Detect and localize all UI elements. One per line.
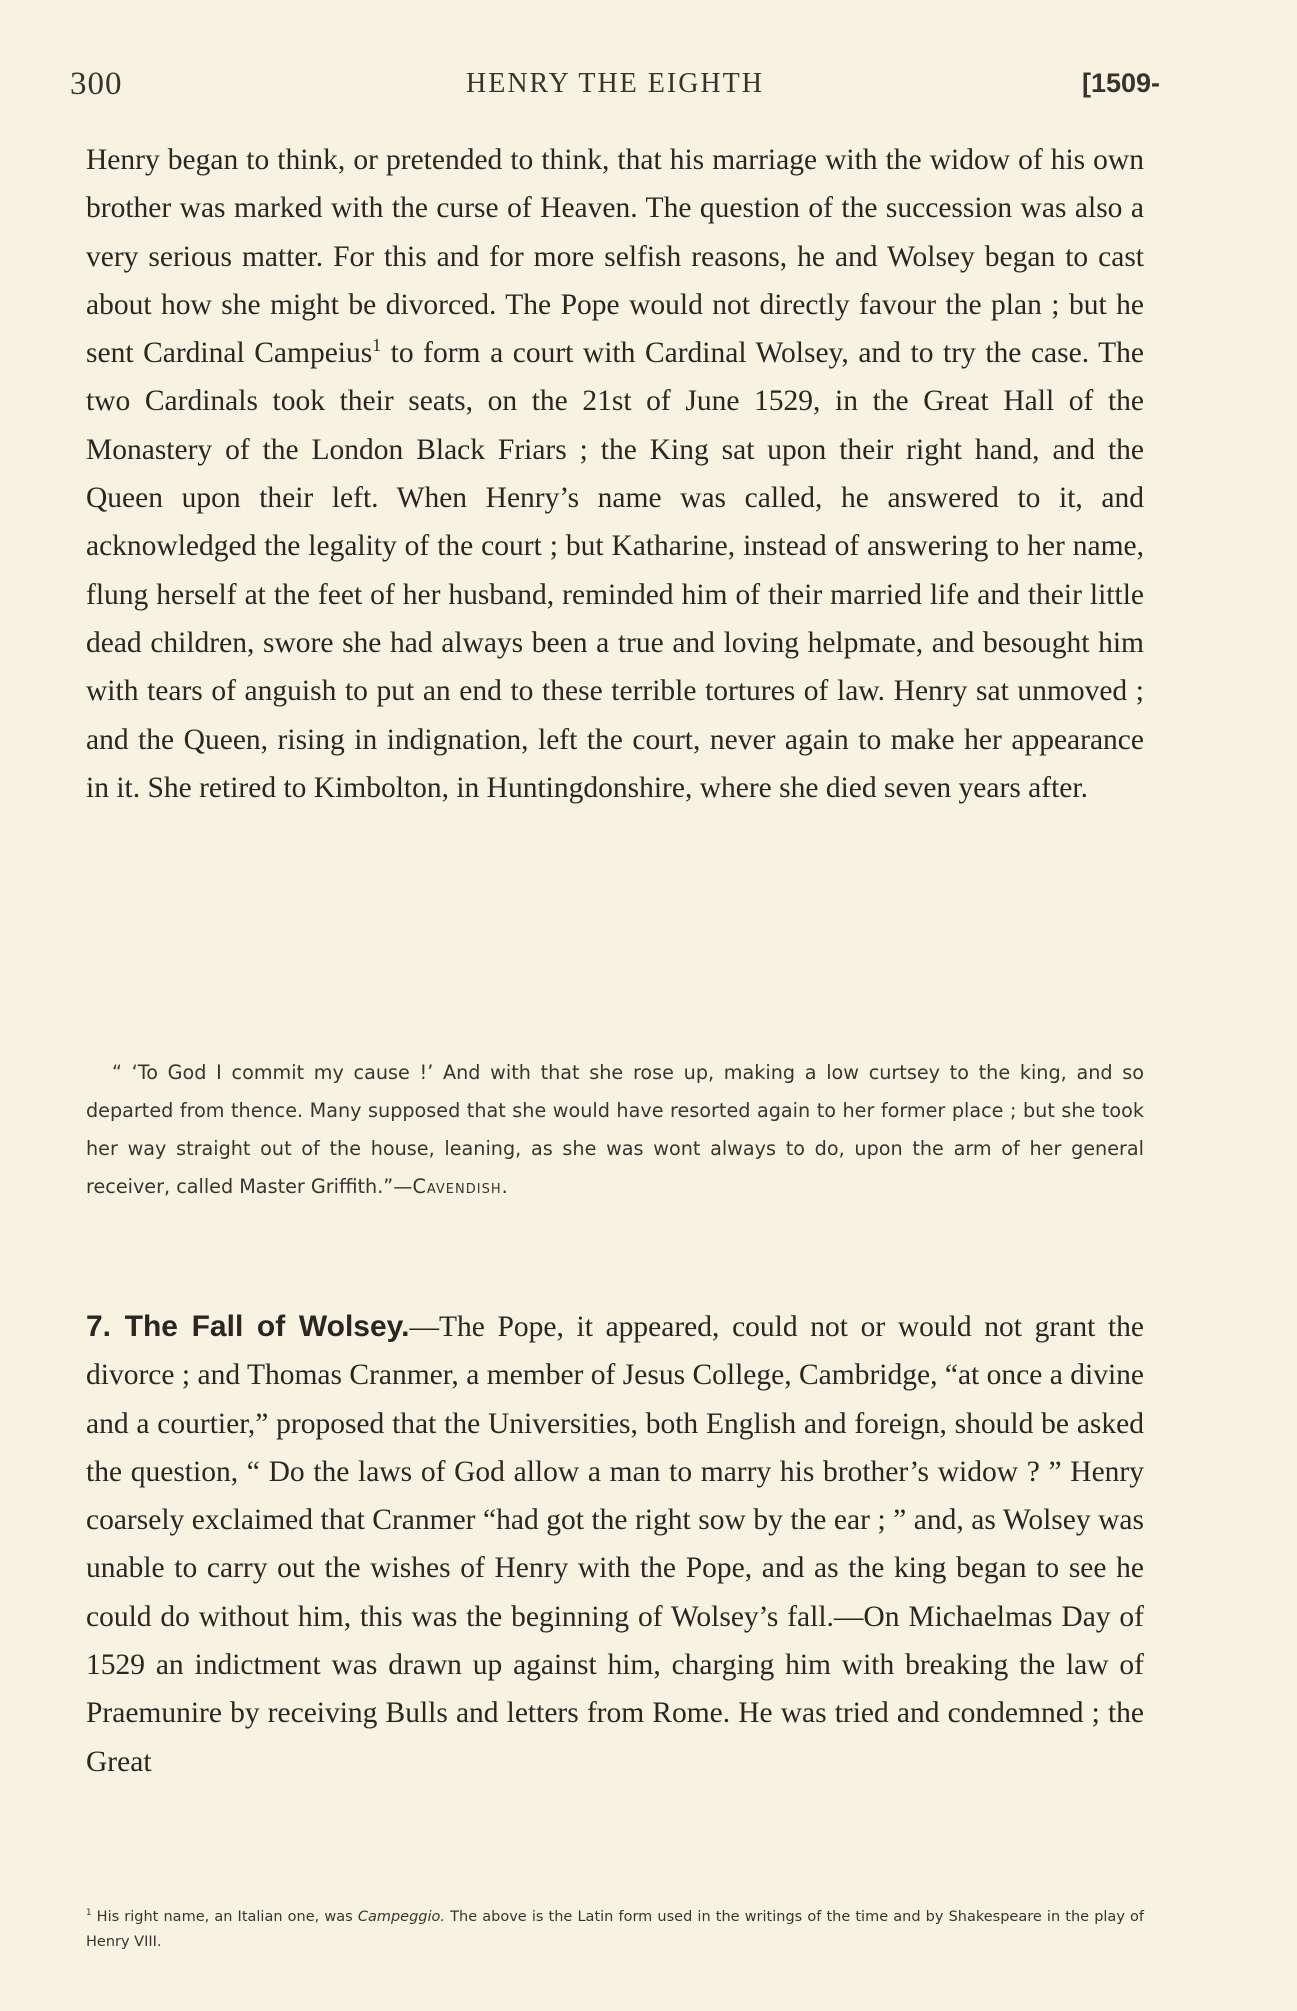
section-heading: 7. The Fall of Wolsey. (86, 1310, 410, 1343)
paragraph-katharine-trial (86, 136, 1144, 812)
paragraph-text-part2: to form a court with Cardinal Wolsey, and to try the case. The two Cardinals took their seats, on the 21st of June 1529, in the Great Hall of the Monastery of the London Black Friars ; the King sat upon their right hand, and the Queen upon their left. When Henry’s name was called, he answered to it, and acknowledged the legality of the court ; but Katharine, instead of answering to her name, flung herself at the feet of her husband, reminded him of their married life and their little dead children, swore she had always been a true and loving helpmate, and besought him with tears of anguish to put an end to these terrible tortures of law. Henry sat unmoved ; and the Queen, rising in indignation, left the court, never again to make her appearance in it. She retired to Kimbolton, in Huntingdonshire, where she died seven years after. (86, 337, 1144, 804)
cavendish-quotation (86, 1054, 1144, 1206)
footnote-text-part2: The above is the Latin form used in the writings of the time and by Shakespeare in the play of Henry VIII. (86, 1909, 1145, 1950)
paragraph-text-part1: Henry began to think, or pretended to think, that his marriage with the widow of his own brother was marked with the curse of Heaven. The question of the succession was also a very serious matter. For this and for more selfish reasons, he and Wolsey began to cast about how she might be divorced. The Pope would not directly favour the plan ; but he sent Cardinal Campeius (86, 144, 1144, 370)
footnote-italic-name: Campeggio. (357, 1909, 446, 1925)
footnote-text-part1: His right name, an Italian one, was (96, 1909, 358, 1925)
running-header (70, 66, 1160, 106)
footnote-marker: 1 (86, 1908, 92, 1919)
footnote-reference: 1 (372, 335, 382, 356)
year-marker: [1509- (1081, 68, 1160, 98)
page-number: 300 (70, 66, 123, 102)
footnote (86, 1905, 1144, 1955)
section-fall-of-wolsey (86, 1303, 1144, 1786)
section-text: —The Pope, it appeared, could not or would not grant the divorce ; and Thomas Cranmer, a member of Jesus College, Cambridge, “at once a divine and a courtier,” proposed that the Universities, both English and foreign, should be asked the question, “ Do the laws of God allow a man to marry his brother’s widow ? ” Henry coarsely exclaimed that Cranmer “had got the right sow by the ear ; ” and, as Wolsey was unable to carry out the wishes of Henry with the Pope, and as the king began to see he could do without him, this was the beginning of Wolsey’s fall.—On Michaelmas Day of 1529 an indictment was drawn up against him, charging him with breaking the law of Praemunire by receiving Bulls and letters from Rome. He was tried and condemned ; the Great (86, 1311, 1144, 1778)
quotation-text: “ ‘To God I commit my cause !’ And with that she rose up, making a low curtsey to the king, and so departed from thence. Many supposed that she would have resorted again to her former place ; but she took her way straight out of the house, leaning, as she was wont always to do, upon the arm of her general receiver, called Master Griffith.”— (86, 1061, 1144, 1198)
quotation-attribution: Cavendish. (412, 1175, 509, 1198)
running-title: HENRY THE EIGHTH (466, 68, 764, 99)
